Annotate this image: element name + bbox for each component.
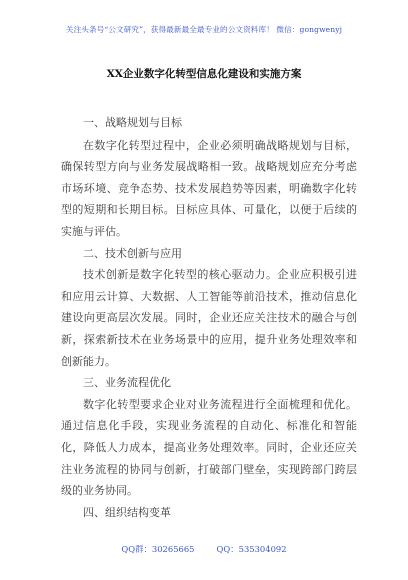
document-body bbox=[61, 112, 357, 523]
footer-qq-number[interactable]: QQ：535304092 bbox=[216, 544, 287, 554]
footer-contact bbox=[0, 543, 408, 555]
section-heading-strategy: 一、战略规划与目标 bbox=[83, 116, 182, 129]
section-paragraph-technology: 技术创新是数字化转型的核心驱动力。企业应积极引进和应用云计算、大数据、人工智能等前沿技术，推动信息化建设向更高层次发展。同时，企业还应关注技术的融合与创新，探索新技术在业务场景中的应用，提升业务处理效率和创新能力。 bbox=[61, 268, 357, 368]
document-title: XX企业数字化转型信息化建设和实施方案 bbox=[106, 68, 302, 80]
section-paragraph-process: 数字化转型要求企业对业务流程进行全面梳理和优化。通过信息化手段，实现业务流程的自动化、标准化和智能化，降低人力成本，提高业务处理效率。同时，企业还应关注业务流程的协同与创新，打破部门壁垒，实现跨部门跨层级的业务协同。 bbox=[61, 397, 357, 498]
section-heading-process: 三、业务流程优化 bbox=[83, 376, 171, 390]
section-paragraph-strategy: 在数字化转型过程中，企业必须明确战略规划与目标，确保转型方向与业务发展战略相一致。战略规划应充分考虑市场环境、竞争态势、技术发展趋势等因素，明确数字化转型的短期和长期目标。目标应具体、可量化，以便于后续的实施与评估。 bbox=[61, 138, 357, 238]
section-heading-organization: 四、组织结构变革 bbox=[83, 505, 171, 519]
header-promo-banner[interactable]: 关注头条号“公文研究”，获得最新最全最专业的公文资料库！ 微信：gongwenyj bbox=[65, 25, 343, 34]
footer-qq-group[interactable]: QQ群：30265665 bbox=[121, 544, 195, 554]
section-heading-technology: 二、技术创新与应用 bbox=[83, 246, 182, 260]
